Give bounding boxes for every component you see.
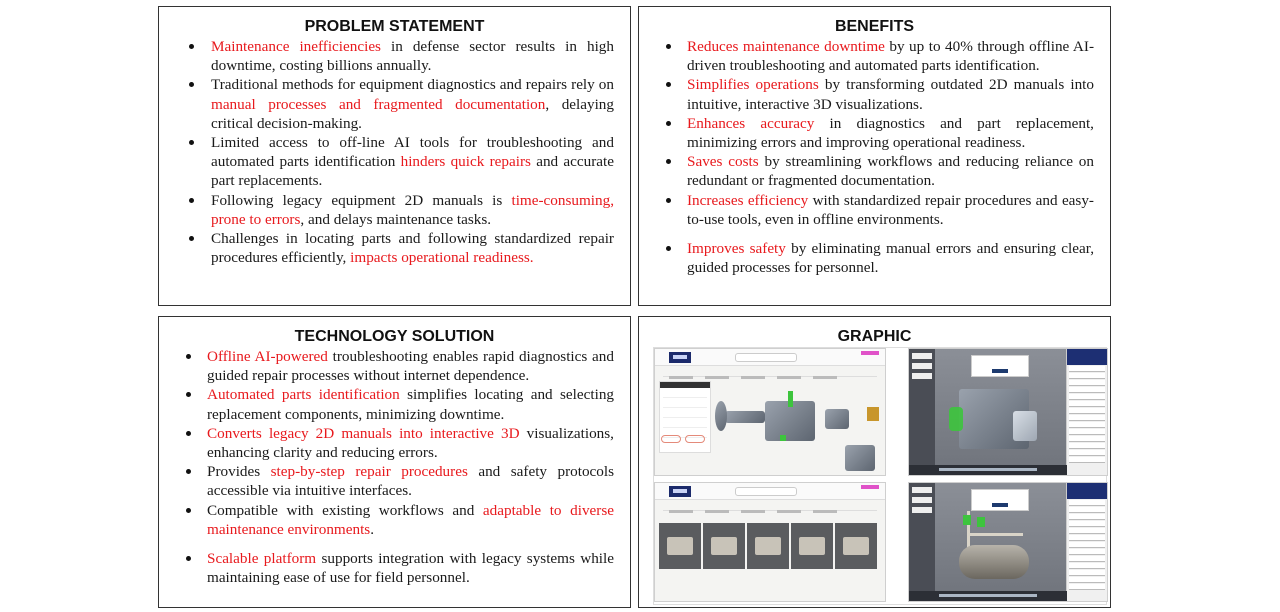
search-bar — [735, 487, 797, 496]
body-text: and safety protocols accessible via intuitive interfaces. — [207, 463, 615, 500]
technology-solution-panel — [158, 316, 631, 608]
app-screenshot-tank-viewer — [908, 482, 1108, 602]
body-text: Provides — [207, 463, 271, 481]
timeline-bar — [909, 465, 1067, 475]
bullet-item — [159, 549, 614, 587]
asset-explorer — [1066, 349, 1107, 475]
bullet-list — [159, 347, 630, 587]
bullet-item — [159, 229, 614, 267]
highlighted-part — [949, 407, 963, 431]
body-text: Compatible with existing workflows and — [207, 501, 483, 519]
pipe — [967, 533, 1023, 536]
body-text: and accurate part replacements. — [211, 153, 614, 190]
emphasis-text: Increases efficiency — [687, 191, 809, 209]
bullet-list — [159, 37, 630, 267]
body-text: by streamlining workflows and reducing reliance on redundant or fragmented documentation. — [687, 153, 1094, 190]
panel-button — [661, 435, 681, 443]
body-text: Limited access to off-line AI tools for troubleshooting and automated parts identification — [211, 134, 614, 171]
body-text: , delaying critical decision-making. — [211, 95, 614, 132]
benefits-panel — [638, 6, 1111, 306]
bullet-item — [639, 114, 1094, 152]
highlighted-valve — [977, 517, 985, 527]
panel-title: PROBLEM STATEMENT — [304, 18, 485, 35]
panel-button — [685, 435, 705, 443]
emphasis-text: Maintenance inefficiencies — [211, 38, 381, 55]
bullet-item — [159, 191, 614, 229]
graphic-panel — [638, 316, 1111, 608]
logo-icon — [669, 352, 691, 363]
bullet-item — [639, 152, 1094, 190]
logo-icon — [669, 486, 691, 497]
app-header — [655, 349, 885, 366]
emphasis-text: time-consuming, prone to errors — [211, 191, 614, 228]
steps-sidebar — [909, 349, 935, 465]
asset-explorer — [1066, 483, 1107, 601]
emphasis-text: step-by-step repair procedures — [270, 463, 468, 481]
panel-title: GRAPHIC — [837, 328, 912, 345]
bullet-item — [159, 462, 614, 500]
machine-part — [825, 409, 849, 429]
bullet-item — [159, 133, 614, 191]
emphasis-text: Automated parts identification — [207, 386, 400, 404]
bullet-item — [639, 191, 1094, 229]
bullet-item — [159, 75, 614, 133]
highlighted-part — [788, 391, 793, 407]
emphasis-text: Offline AI-powered — [207, 348, 328, 365]
emphasis-text: Scalable platform — [207, 550, 317, 568]
bullet-item — [159, 385, 614, 423]
body-text: supports integration with legacy systems while maintaining ease of use for field personnel. — [207, 550, 614, 587]
body-text: with standardized repair procedures and easy-to-use tools, even in offline environments. — [687, 191, 1094, 228]
body-text: troubleshooting enables rapid diagnostics and guided repair processes without internet dependence. — [207, 348, 614, 385]
highlighted-part — [780, 435, 786, 441]
body-text: Challenges in locating parts and following standardized repair procedures efficiently, — [211, 230, 614, 267]
body-text: by eliminating manual errors and ensuring clear, guided processes for personnel. — [687, 240, 1094, 277]
bullet-item — [639, 37, 1094, 75]
body-text: simplifies locating and selecting replacement components, minimizing downtime. — [207, 386, 615, 423]
body-text: by transforming outdated 2D manuals into intuitive, interactive 3D visualizations. — [687, 76, 1094, 113]
body-text: by up to 40% through offline AI-driven troubleshooting and automated parts identification. — [687, 38, 1094, 75]
app-header — [655, 483, 885, 500]
instruction-popup — [971, 355, 1029, 377]
body-text: Following legacy equipment 2D manuals is — [211, 191, 512, 209]
emphasis-text: Enhances accuracy — [687, 114, 815, 132]
app-screenshot-3d-viewer — [908, 348, 1108, 476]
bullet-item — [639, 239, 1094, 277]
account-links — [861, 485, 879, 489]
air-tank-model — [959, 545, 1029, 579]
body-text: , and delays maintenance tasks. — [300, 210, 492, 228]
engine-component — [1013, 411, 1037, 441]
app-tabs — [663, 368, 877, 377]
toolbox-icon — [867, 407, 879, 421]
emphasis-text: Reduces maintenance downtime — [687, 38, 885, 55]
app-screenshot-exploded-view — [654, 348, 886, 476]
problem-statement-panel — [158, 6, 631, 306]
emphasis-text: Saves costs — [687, 153, 759, 171]
body-text: . — [370, 520, 375, 538]
bullet-item — [159, 37, 614, 75]
bullet-item — [639, 75, 1094, 113]
emphasis-text: adaptable to diverse maintenance environments — [207, 501, 614, 538]
machine-body — [765, 401, 815, 441]
emphasis-text: Simplifies operations — [687, 76, 819, 94]
machine-flange — [715, 401, 727, 431]
panel-title: TECHNOLOGY SOLUTION — [294, 328, 495, 345]
body-text: in diagnostics and part replacement, minimizing errors and improving operational readiness. — [687, 114, 1094, 152]
highlighted-valve — [963, 515, 971, 525]
model-thumbnails — [659, 523, 881, 569]
emphasis-text: Converts legacy 2D manuals into interactive 3D — [207, 424, 520, 442]
bullet-list — [639, 37, 1110, 277]
body-text: visualizations, enhancing clarity and reducing errors. — [207, 424, 614, 462]
body-text: in defense sector results in high downtime, costing billions annually. — [211, 38, 614, 75]
account-links — [861, 351, 879, 355]
panel-title: BENEFITS — [834, 18, 915, 35]
machine-part — [845, 445, 875, 471]
screenshot-collage — [653, 347, 1107, 605]
search-bar — [735, 353, 797, 362]
bullet-item — [159, 347, 614, 385]
instruction-popup — [971, 489, 1029, 511]
emphasis-text: manual processes and fragmented documentation — [211, 95, 546, 113]
app-tabs — [663, 502, 877, 511]
emphasis-text: impacts operational readiness. — [350, 249, 534, 267]
bullet-item — [159, 501, 614, 539]
machine-shaft — [725, 411, 765, 423]
timeline-bar — [909, 591, 1067, 601]
steps-sidebar — [909, 483, 935, 591]
emphasis-text: Improves safety — [687, 240, 786, 258]
emphasis-text: hinders quick repairs — [400, 153, 531, 171]
bullet-item — [159, 424, 614, 462]
body-text: Traditional methods for equipment diagnostics and repairs rely on — [211, 76, 614, 94]
app-screenshot-catalog — [654, 482, 886, 602]
